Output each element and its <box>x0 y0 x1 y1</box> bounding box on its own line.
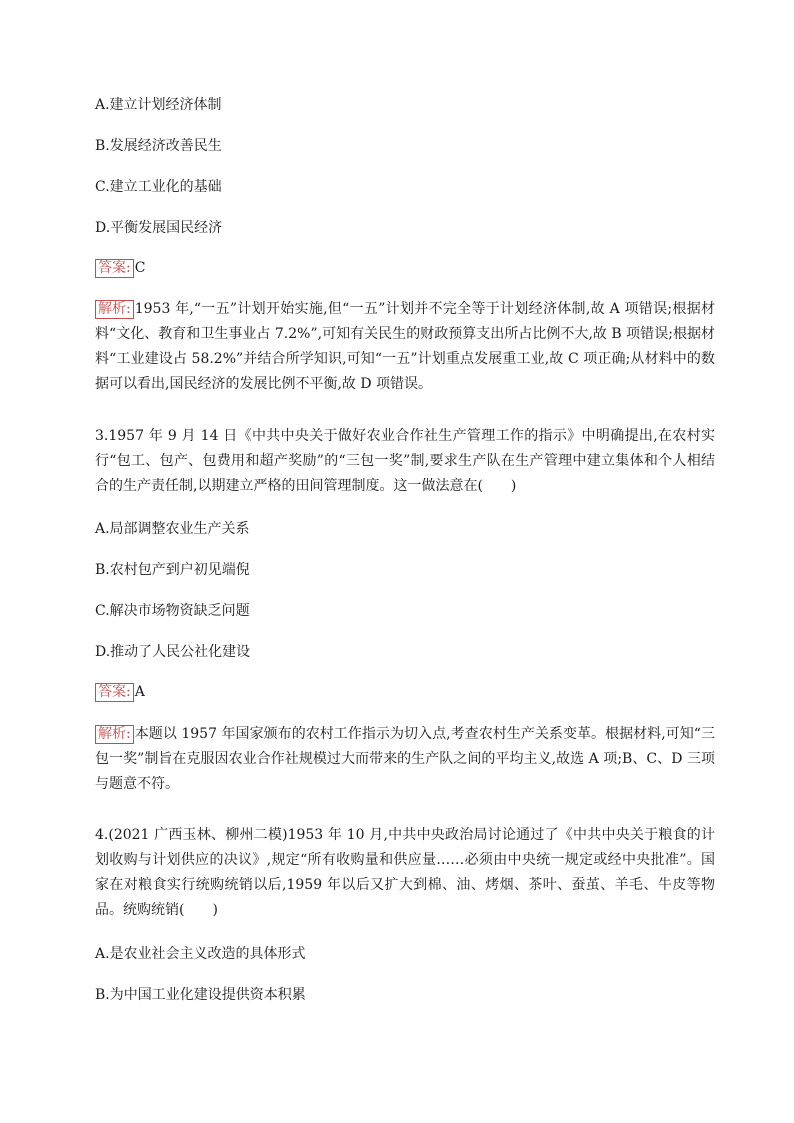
q4-option-b: B.为中国工业化建设提供资本积累 <box>95 987 306 1003</box>
q3-stem: 3.1957 年 9 月 14 日《中共中央关于做好农业合作社生产管理工作的指示》中明确提出,在农村实行“包工、包产、包费用和超产奖励”的“三包一奖”制,要求生产队在生产管理中建立集体和个人相结合的生产责任制,以期建立严格的田间管理制度。这一做法意在( ) <box>95 428 715 494</box>
q3-option-a: A.局部调整农业生产关系 <box>95 521 250 537</box>
q3-analysis-label: 解析: <box>95 725 134 744</box>
q2-analysis <box>95 297 715 397</box>
q3-analysis-text: 本题以 1957 年国家颁布的农村工作指示为切入点,考查农村生产关系变革。根据材料,可知“三包一奖”制旨在克服因农业合作社规模过大而带来的生产队之间的平均主义,故选 A 项;B、C、D 三项与题意不符。 <box>95 726 715 792</box>
q3-analysis <box>95 722 715 797</box>
q2-analysis-label: 解析: <box>95 300 134 319</box>
q3-answer <box>95 683 145 702</box>
q2-answer <box>95 259 145 278</box>
q2-option-c: C.建立工业化的基础 <box>95 179 222 195</box>
q3-option-d: D.推动了人民公社化建设 <box>95 644 251 660</box>
q3-answer-value: A <box>134 684 145 700</box>
q2-option-a: A.建立计划经济体制 <box>95 97 222 113</box>
q2-option-d: D.平衡发展国民经济 <box>95 220 223 236</box>
q3-option-c: C.解决市场物资缺乏问题 <box>95 603 250 619</box>
q4-stem: 4.(2021 广西玉林、柳州二模)1953 年 10 月,中共中央政治局讨论通过了《中共中央关于粮食的计划收购与计划供应的决议》,规定“所有收购量和供应量……必须由中央统一规定或经中央批准”。国家在对粮食实行统购统销以后,1959 年以后又扩大到棉、油、烤烟、茶叶、蚕茧、羊毛、牛皮等物品。统购统销( ) <box>95 827 715 918</box>
q3-option-b: B.农村包产到户初见端倪 <box>95 562 250 578</box>
q2-analysis-text: 1953 年,“一五”计划开始实施,但“一五”计划并不完全等于计划经济体制,故 A 项错误;根据材料“文化、教育和卫生事业占 7.2%”,可知有关民生的财政预算支出所占比例不大,故 B 项错误;根据材料“工业建设占 58.2%”并结合所学知识,可知“一五”计划重点发展重工业,故 C 项正确;从材料中的数据可以看出,国民经济的发展比例不平衡,故 D 项错误。 <box>95 301 715 392</box>
q2-answer-value: C <box>134 260 146 276</box>
q2-option-b: B.发展经济改善民生 <box>95 138 222 154</box>
q2-answer-label: 答案: <box>95 259 134 278</box>
q3-answer-label: 答案: <box>95 683 134 702</box>
q4-option-a: A.是农业社会主义改造的具体形式 <box>95 946 306 962</box>
